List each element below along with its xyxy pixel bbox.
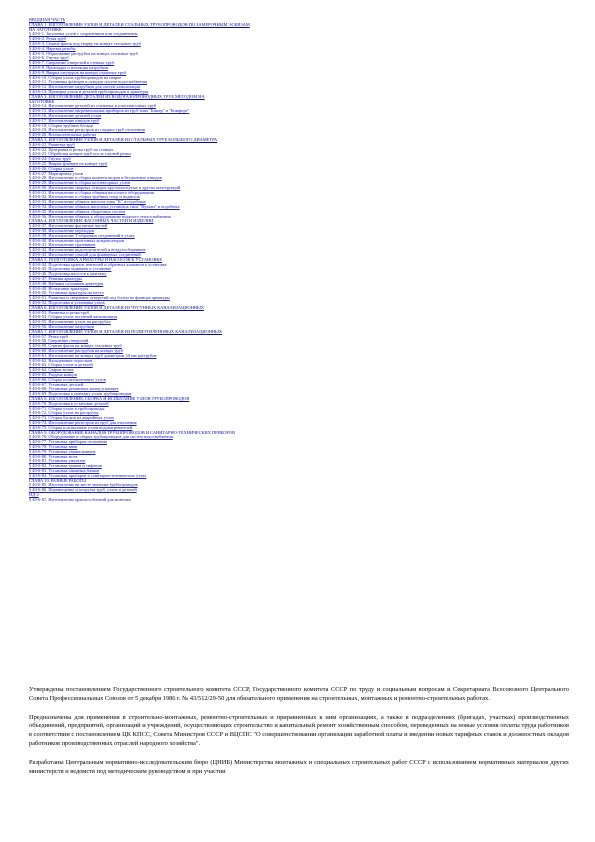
toc-section-link[interactable]: § 40-6-62. Вальцевание отростков [29,358,93,363]
toc-section-link[interactable]: § 40-6-52. Подготовка и установка узлов [29,301,105,306]
toc-section-link[interactable]: § 40-6-80. Установка моек [29,454,78,459]
toc-chapter-link[interactable]: ГЛАВА 9. ОБОРУДОВАНИЕ КАНАЛОВ ТРУБОПРОВОДОВ И САНИТАРНО-ТЕХНИЧЕСКИХ ПРИБОРОВ [29,430,236,435]
toc-section-link[interactable]: § 40-6-86. Перемещение и погрузка труб, узлов и деталей [29,488,137,493]
toc-section-link[interactable]: § 40-6-49. Испытание арматуры [29,286,89,291]
toc-section-link[interactable]: § 40-6-5. Образование раструбов на концах стальных труб [29,51,138,56]
toc-section-link[interactable]: § 40-6-17. Изготовление отводов труб [29,118,100,123]
toc-chapter-link[interactable]: ГЛАВА 2. ИЗГОТОВЛЕНИЕ ДЕТАЛЕЙ ИЗ ВОДОГАЗОПРОВОДНЫХ ТРУБ МЕТОДОМ НА [29,94,205,99]
toc-chapter-link[interactable]: ГЛАВА 6. ИЗГОТОВЛЕНИЕ УЗЛОВ И ДЕТАЛЕЙ ИЗ ЧУГУННЫХ КАНАЛИЗАЦИОННЫХ [29,305,205,310]
purpose-paragraph: Предназначены для применения в строительно-монтажных, ремонтно-строительных и приравненных к ним организациях, а также в подразделениях (бригадах, участках) производственных объединений, предприятий, организаций и учреждений, осуществляющих строительство и капитальный ремонт хозяйственным способом, переведенных на новые условия оплаты труда работников в соответствии с постановлением ЦК КПСС, Совета Министров СССР и ВЦСПС "О совершенствовании организации заработной платы и введении новых тарифных ставок и должностных окладов работников производственных отраслей народного хозяйства". [29,713,569,747]
toc-section-link[interactable]: § 40-6-28. Изготовление и сборка компенсаторов и бесшовных отводов [29,176,162,181]
toc-section-link[interactable]: § 40-6-60. Изготовление раструбов на концах труб [29,348,123,353]
toc-section-link[interactable]: § 40-6-40. Изготовление проточных конденсаторов [29,238,124,243]
toc-section-link[interactable]: § 40-6-19. Изготовление регистров из гладких труб отопления [29,128,145,133]
toc-section-link[interactable]: § 40-6-18. Сборка трубных блоков [29,123,93,128]
toc-chapter-link[interactable]: ГЛАВА 1. ИЗГОТОВЛЕНИЕ УЗЛОВ И ДЕТАЛЕЙ СТАЛЬНЫХ ТРУБОПРОВОДОВ ПО ЗАМЕРОЧНЫМ ЭСКИЗАМ [29,22,250,27]
toc-chapter-link[interactable]: ВВОДНАЯ ЧАСТЬ [29,18,66,22]
toc-section-link[interactable]: § 40-6-13. Проверка узлов и деталей трубопроводов и арматуры [29,89,149,94]
toc-section-link[interactable]: § 40-6-77. Установка приборов отопления [29,440,107,445]
toc-section-link[interactable]: § 40-6-82. Установка трапов и сифонов [29,464,102,469]
toc-section-link[interactable]: НД-2 [29,492,39,497]
toc-section-link[interactable]: § 40-6-26. Сборка узлов [29,166,74,171]
toc-chapter-link[interactable]: ГЛАВА 4. ИЗГОТОВЛЕНИЕ ФАСОННЫХ ЧАСТЕЙ И ИЗДЕЛИЙ [29,219,154,224]
toc-chapter-link[interactable]: ГЛАВА 5. ПОДГОТОВКА АРМАТУРЫ И НАСОСОВ К УСТАНОВКЕ [29,257,163,262]
toc-chapter-link[interactable]: ГЛАВА 7. ИЗГОТОВЛЕНИЕ УЗЛОВ И ДЕТАЛЕЙ ИЗ ПОЛИЭТИЛЕНОВЫХ КАНАЛИЗАЦИОННЫХ [29,329,223,334]
toc-section-link[interactable]: § 40-6-7. Сверление отверстий в стенках труб [29,61,115,66]
toc-section-link[interactable]: § 40-6-11. Установка фланцев и отводов систем водоснабжения [29,80,147,85]
toc-section-link[interactable]: § 40-6-48. Набивка сальников арматуры [29,281,104,286]
toc-section-link[interactable]: § 40-6-8. Прокладка и изоляция патрубков [29,65,108,70]
toc-chapter-link[interactable]: НА ЗАГОТОВКЕ [29,27,62,32]
document-body [29,686,569,786]
toc-section-link[interactable]: § 40-6-85. Изготовление на месте монтажа трубопроводов [29,483,138,488]
toc-chapter-link[interactable]: ГЛАВА 10. РАЗНЫЕ РАБОТЫ [29,478,87,483]
toc-section-link[interactable]: § 40-6-29. Изготовление и сборка коллекторных узлов [29,181,130,186]
toc-section-link[interactable]: § 40-6-63. Сборка узлов и деталей [29,363,93,368]
toc-section-link[interactable]: § 40-6-42. Изготовление водоотделителей и воздухосборников [29,248,146,253]
toc-section-link[interactable]: § 40-6-23. Обработка концов труб после газовой резки [29,152,131,157]
toc-section-link[interactable]: § 40-6-39. Изготовление Т-образных соединений в узлах [29,233,135,238]
toc-section-link[interactable]: § 40-6-24. Гнутье труб [29,157,71,162]
toc-section-link[interactable]: § 40-6-37. Изготовление фасонных частей [29,224,108,229]
toc-section-link[interactable]: § 40-6-45. Подготовка задвижек к установке [29,267,112,272]
toc-section-link[interactable]: § 40-6-32. Изготовление и сборка трубных опор и подвесок [29,195,140,200]
toc-section-link[interactable]: § 40-6-66. Сборка полиэтиленовых узлов [29,377,106,382]
toc-section-link[interactable]: § 40-6-64. Сварка встык [29,368,74,373]
toc-section-link[interactable]: § 40-6-51. Разметка и сверление отверстий под болты во фланцах арматуры [29,296,170,301]
toc-section-link[interactable]: § 40-6-79. Установка умывальников [29,449,96,454]
toc-section-link[interactable]: § 40-6-58. Сверление отверстий [29,339,89,344]
toc-section-link[interactable]: § 40-6-35. Изготовление обвязок сборочных систем [29,209,126,214]
toc-section-link[interactable]: § 40-6-78. Установка ванн [29,444,78,449]
toc-section-link[interactable]: § 40-6-10. Сборка узлов трубопроводов на сварке [29,75,122,80]
toc-section-link[interactable]: § 40-6-76. Оборудование и сборка трубопроводов для систем водоснабжения [29,435,173,440]
toc-section-link[interactable]: § 40-6-12. Изготовление патрубков для систем канализации [29,85,141,90]
toc-section-link[interactable]: § 40-6-71. Сборка узлов в трубопроводы [29,406,105,411]
toc-section-link[interactable]: § 40-6-3. Снятие фасок под сварку на концах стальных труб [29,41,141,46]
toc-section-link[interactable]: § 40-6-38. Изготовление переходов [29,229,95,234]
toc-chapter-link[interactable]: ГЛАВА 3. ИЗГОТОВЛЕНИЕ УЗЛОВ И ДЕТАЛЕЙ ИЗ СТАЛЬНЫХ ТРУБ БОЛЬШОГО ДИАМЕТРА [29,137,218,142]
table-of-contents [29,18,569,502]
toc-chapter-link[interactable]: ГЛАВА 8. ИЗГОТОВЛЕНИЕ, СБОРКА И ИСПЫТАНИЕ УЗЛОВ ТРУБОПРОВОДОВ [29,396,190,401]
toc-section-link[interactable]: § 40-6-1. Заготовка узлов с сохранением или соединением [29,32,138,37]
toc-section-link[interactable]: § 40-6-2. Резка труб [29,37,66,42]
toc-section-link[interactable]: § 40-6-41. Изготовление грязевиков [29,243,96,248]
toc-section-link[interactable]: § 40-6-53. Разметка и резка труб [29,310,90,315]
toc-section-link[interactable]: § 40-6-44. Подготовка кранов, вентилей и обратных клапанов к установке [29,262,167,267]
toc-chapter-link[interactable]: ЗАГОТОВКЕ [29,99,55,104]
toc-section-link[interactable]: § 40-6-56. Изготовление патрубков [29,325,94,329]
toc-section-link[interactable]: § 40-6-30. Изготовление сварных отводов крутоизогнутых и других конструкций [29,185,181,190]
toc-section-link[interactable]: § 40-6-75. Сборка и испытание узлов водонагревателей [29,425,133,430]
toc-section-link[interactable]: § 40-6-46. Подготовка насосов к монтажу [29,272,107,277]
toc-section-link[interactable]: § 40-6-15. Изготовление нагревательных приборов из труб типа "Бимер" и "Комфорт" [29,109,190,114]
toc-section-link[interactable]: § 40-6-73. Сборка блоков на аварийных узлах [29,416,114,421]
toc-section-link[interactable]: § 40-6-61. Изготовление на концах труб диаметром 50 мм раструбов [29,353,157,358]
toc-section-link[interactable]: § 40-6-34. Изготовление обвязок насосных установок типа "Вулкан" и подобных [29,205,180,210]
toc-section-link[interactable]: § 40-6-84. Установка приборов в санитарно-технических узлах [29,473,147,478]
toc-section-link[interactable]: § 40-6-70. Подготовка к установке деталей [29,401,109,406]
toc-section-link[interactable]: § 40-6-27. Маркировка узлов [29,171,83,176]
toc-section-link[interactable]: § 40-6-83. Установка смывных бачков [29,468,100,473]
toc-section-link[interactable]: § 40-6-65. Раздача концов [29,372,77,377]
toc-section-link[interactable]: § 40-6-47. Ревизия арматуры [29,277,83,282]
toc-section-link[interactable]: § 40-6-68. Установка резиновых колец и манжет [29,387,119,392]
toc-section-link[interactable]: § 40-6-22. Центровка и резка труб на станках [29,147,114,152]
toc-section-link[interactable]: § 40-6-16. Изготовление деталей узлов [29,113,102,118]
toc-section-link[interactable]: § 40-6-36. Изготовление обвязок к оборудованию водяного теплоснабжения [29,214,171,219]
toc-section-link[interactable]: § 40-6-59. Снятие фасок на концах стальных труб [29,344,122,349]
toc-section-link[interactable]: § 40-6-21. Разметка труб [29,142,75,147]
toc-section-link[interactable]: § 40-6-69. Подготовка к монтажу узлов трубопроводов [29,392,132,397]
toc-section-link[interactable]: § 40-6-6. Гнутье труб [29,56,69,61]
toc-section-link[interactable]: § 40-6-20. Вспомогательные работы [29,133,97,138]
toc-section-link[interactable]: § 40-6-25. Вварка фланцев на концах труб [29,161,108,166]
toc-section-link[interactable]: § 40-6-33. Изготовление обвязок насосов типа "К" и подобных [29,200,146,205]
toc-section-link[interactable]: § 40-6-74. Изготовление регистров из труб для отопления [29,420,137,425]
toc-section-link[interactable]: § 40-6-50. Установка арматуры на место [29,291,104,296]
developer-paragraph: Разработаны Центральным нормативно-исследовательским бюро (ЦНИБ) Министерства монтажных и специальных строительных работ СССР с использованием нормативных материалов других министерств и ведомств под методическим руководством и при участии [29,758,569,775]
toc-section-link[interactable]: § 40-6-54. Сборка узлов чугунной канализации [29,315,117,320]
toc-section-link[interactable]: § 40-6-67. Установка деталей [29,382,84,387]
toc-section-link[interactable]: § 40-6-72. Сборка узлов на раструбах [29,411,99,416]
toc-section-link[interactable]: § 40-6-9. Вварка штуцеров на концах стальных труб [29,70,127,75]
toc-section-link[interactable]: § 40-6-14. Изготовление деталей из стальных и пластмассовых труб [29,104,157,109]
toc-section-link[interactable]: § 40-6-57. Резка труб [29,334,69,339]
toc-section-link[interactable]: § 40-6-55. Изготовление узлов на раструбах [29,320,111,325]
toc-section-link[interactable]: § 40-6-4. Нарезка резьбы [29,46,76,51]
toc-section-link[interactable]: § 40-6-87. Изготовление приспособлений для монтажа [29,497,131,502]
toc-section-link[interactable]: § 40-6-43. Изготовление секций для фланцевых соединений [29,253,141,258]
approval-paragraph: Утверждены постановлением Государственного строительного комитета СССР, Государственного комитета СССР по труду и социальным вопросам и Секретариата Всесоюзного Центрального Совета Профессиональных Союзов от 5 декабря 1986 г. № 43/512/29-50 для обязательного применения на строительных, монтажных и ремонтно-строительных работах. [29,686,569,702]
toc-section-link[interactable]: § 40-6-81. Установка унитазов [29,459,86,464]
toc-section-link[interactable]: § 40-6-31. Изготовление и сборка обвязки насосного оборудования [29,190,154,195]
